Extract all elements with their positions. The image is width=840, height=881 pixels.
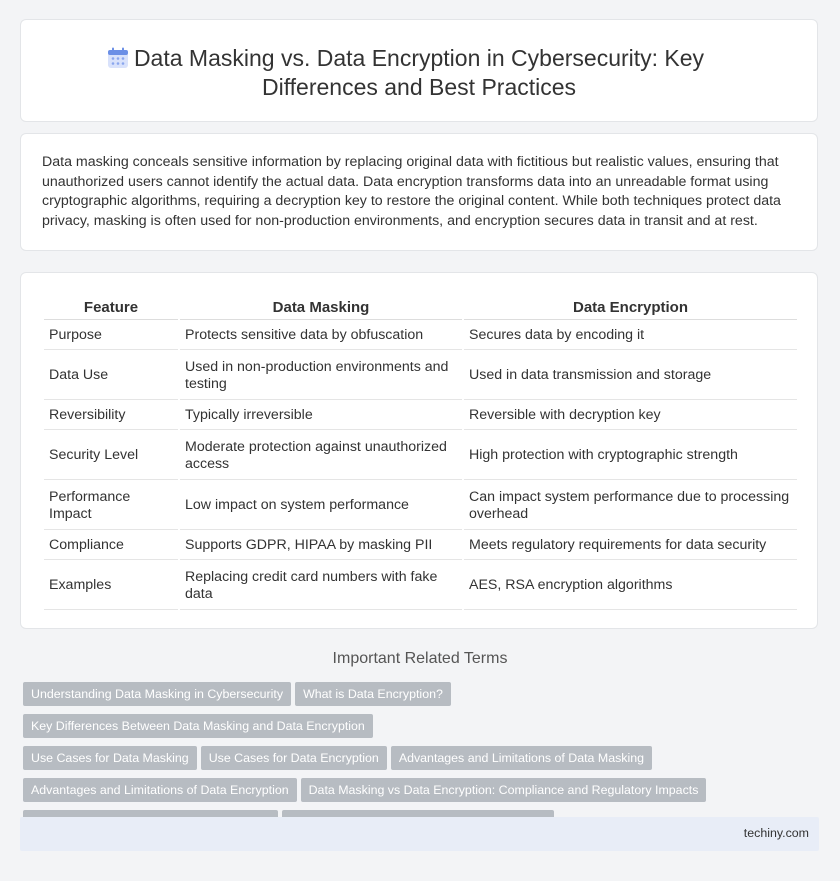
table-row (44, 322, 797, 350)
header-feature: Feature (44, 294, 178, 320)
tag-link[interactable]: Advantages and Limitations of Data Encryption (23, 778, 297, 802)
encryption-cell: AES, RSA encryption algorithms (464, 562, 797, 610)
table-row (44, 352, 797, 400)
footer (20, 817, 819, 851)
feature-cell: Data Use (44, 352, 178, 400)
encryption-cell: Reversible with decryption key (464, 402, 797, 430)
masking-cell: Supports GDPR, HIPAA by masking PII (180, 532, 462, 560)
header-data-encryption: Data Encryption (464, 294, 797, 320)
comparison-table-card (20, 272, 818, 629)
feature-cell: Compliance (44, 532, 178, 560)
masking-cell: Typically irreversible (180, 402, 462, 430)
encryption-cell: Can impact system performance due to processing overhead (464, 482, 797, 530)
tag-link[interactable]: Key Differences Between Data Masking and Data Encryption (23, 714, 373, 738)
table-row (44, 432, 797, 480)
intro-text: Data masking conceals sensitive information by replacing original data with fictitious but realistic values, ensuring that unauthorized users cannot identify the actual data. Data encryption transforms data into an unreadable format using cryptographic algorithms, requiring a decryption key to restore the original content. While both techniques protect data privacy, masking is often used for non-production environments, and encryption secures data in transit and at rest. (42, 154, 781, 229)
tag-link[interactable]: Understanding Data Masking in Cybersecurity (23, 682, 291, 706)
feature-cell: Reversibility (44, 402, 178, 430)
feature-cell: Performance Impact (44, 482, 178, 530)
encryption-cell: Meets regulatory requirements for data security (464, 532, 797, 560)
comparison-table (42, 292, 799, 612)
tag-link[interactable]: Use Cases for Data Masking (23, 746, 197, 770)
header-data-masking: Data Masking (180, 294, 462, 320)
table-row (44, 562, 797, 610)
encryption-cell: Secures data by encoding it (464, 322, 797, 350)
footer-site-link[interactable]: techiny.com (743, 826, 809, 840)
table-row (44, 402, 797, 430)
related-terms-title: Important Related Terms (332, 650, 508, 667)
table-header-row (44, 294, 797, 320)
intro-card (20, 133, 818, 251)
encryption-cell: Used in data transmission and storage (464, 352, 797, 400)
masking-cell: Replacing credit card numbers with fake data (180, 562, 462, 610)
masking-cell: Moderate protection against unauthorized access (180, 432, 462, 480)
tag-link[interactable]: Advantages and Limitations of Data Masking (391, 746, 652, 770)
tag-link[interactable]: Use Cases for Data Encryption (201, 746, 387, 770)
table-row (44, 532, 797, 560)
masking-cell: Protects sensitive data by obfuscation (180, 322, 462, 350)
feature-cell: Examples (44, 562, 178, 610)
masking-cell: Low impact on system performance (180, 482, 462, 530)
feature-cell: Security Level (44, 432, 178, 480)
table-row (44, 482, 797, 530)
header-card (20, 19, 818, 122)
tag-link[interactable]: What is Data Encryption? (295, 682, 451, 706)
page-title: Data Masking vs. Data Encryption in Cybersecurity: Key Differences and Best Practices (133, 45, 705, 100)
tag-link[interactable]: Data Masking vs Data Encryption: Compliance and Regulatory Impacts (301, 778, 707, 802)
feature-cell: Purpose (44, 322, 178, 350)
encryption-cell: High protection with cryptographic strength (464, 432, 797, 480)
masking-cell: Used in non-production environments and testing (180, 352, 462, 400)
